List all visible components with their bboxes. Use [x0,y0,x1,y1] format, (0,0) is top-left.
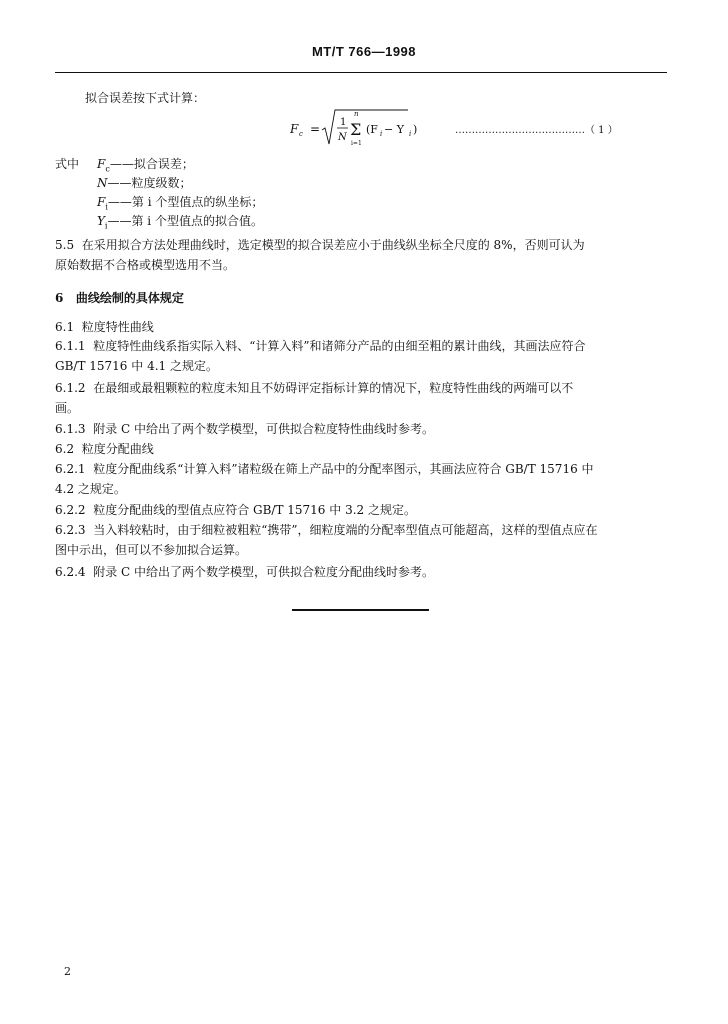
clause-number: 6.2.2 [55,503,86,517]
clause-number: 6.2.1 [55,462,86,476]
clause-6-2-4 [55,563,434,581]
formula-frac-num: 1 [340,117,347,128]
formula-lhs-sub: c [299,130,303,138]
clause-6-2-1-line1 [55,460,594,478]
subsection-title: 粒度分配曲线 [81,442,154,456]
subsection-title: 粒度特性曲线 [81,320,154,334]
clause-6-2-3-line1 [55,521,597,539]
formula-body-sub: i [380,130,383,138]
formula-frac-den: N [338,132,347,143]
clause-number: 5.5 [55,238,75,252]
definition-row [97,212,263,235]
formula-body-minus: − Y [384,123,404,136]
formula-eq: = [310,122,321,136]
clause-6-2-2 [55,501,416,519]
end-of-text-rule [292,609,429,611]
def-text: ——拟合误差； [109,157,194,171]
clause-6-1-1-line2: GB/T 15716 中 4.1 之规定。 [55,359,218,373]
page-number: 2 [64,965,71,978]
running-header: MT/T 766—1998 [311,44,417,59]
clause-text: 粒度特性曲线系指实际入料、“计算入料”和诸筛分产品的由细至粗的累计曲线，其画法应符合 [93,339,586,353]
section-6-heading [55,289,184,307]
clause-number: 6.1.3 [55,422,86,436]
header-rule [55,72,667,73]
clause-text: 在采用拟合方法处理曲线时，选定模型的拟合误差应小于曲线纵坐标全尺度的 8%，否则可认为 [81,238,585,252]
clause-6-1-2-line2: 画。 [55,401,80,415]
def-symbol: F [97,157,106,171]
subsection-6-2-heading [55,440,154,458]
formula-body: (F [366,123,378,136]
def-symbol-sub: c [105,164,110,174]
def-symbol: Y [97,214,105,228]
clause-number: 6.2.3 [55,523,86,537]
formula-sum-bottom: i=1 [351,140,362,147]
def-symbol-sub: i [104,221,108,231]
clause-number: 6.1.2 [55,381,86,395]
def-text: ——第 i 个型值点的纵坐标； [107,195,264,209]
section-number: 6 [55,291,64,305]
formula-body-sub2: i [409,130,412,138]
equation-number: …………………………………（ 1 ） [455,125,618,136]
fitting-error-formula [290,106,670,150]
subsection-number: 6.1 [55,320,75,334]
intro-text: 拟合误差按下式计算： [85,91,206,105]
clause-text: 附录 C 中给出了两个数学模型，可供拟合粒度分配曲线时参考。 [93,565,435,579]
clause-text: 当入料较粘时，由于细粒被粗粒“携带”，细粒度端的分配率型值点可能超高，这样的型值点应在 [93,523,598,537]
clause-5-5-line2: 原始数据不合格或模型选用不当。 [55,258,236,272]
def-text: ——粒度级数； [107,176,192,190]
clause-6-2-1-line2: 4.2 之规定。 [55,482,126,496]
clause-6-1-3 [55,420,434,438]
clause-number: 6.1.1 [55,339,86,353]
def-symbol: F [97,195,106,209]
clause-5-5-line1 [55,236,585,254]
clause-number: 6.2.4 [55,565,86,579]
where-label: 式中 [55,157,80,171]
def-symbol: N [97,176,108,190]
clause-text: 在最细或最粗颗粒的粒度未知且不妨碍评定指标计算的情况下，粒度特性曲线的两端可以不 [93,381,574,395]
formula-sum-top: n [354,110,359,118]
subsection-6-1-heading [55,318,154,336]
clause-text: 粒度分配曲线系“计算入料”诸粒级在筛上产品中的分配率图示，其画法应符合 GB/T 15716 中 [93,462,594,476]
clause-6-1-2-line1 [55,379,573,397]
section-title: 曲线绘制的具体规定 [75,291,184,305]
clause-6-2-3-line2: 图中示出，但可以不参加拟合运算。 [55,543,248,557]
clause-text: 粒度分配曲线的型值点应符合 GB/T 15716 中 3.2 之规定。 [93,503,416,517]
clause-text: 附录 C 中给出了两个数学模型，可供拟合粒度特性曲线时参考。 [93,422,435,436]
formula-lhs: F [290,122,299,136]
subsection-number: 6.2 [55,442,75,456]
clause-6-1-1-line1 [55,337,585,355]
def-text: ——第 i 个型值点的拟合值。 [107,214,263,228]
sigma-icon: Σ [350,120,362,139]
def-symbol-sub: i [105,202,108,212]
formula-body-close: ) [413,123,418,136]
